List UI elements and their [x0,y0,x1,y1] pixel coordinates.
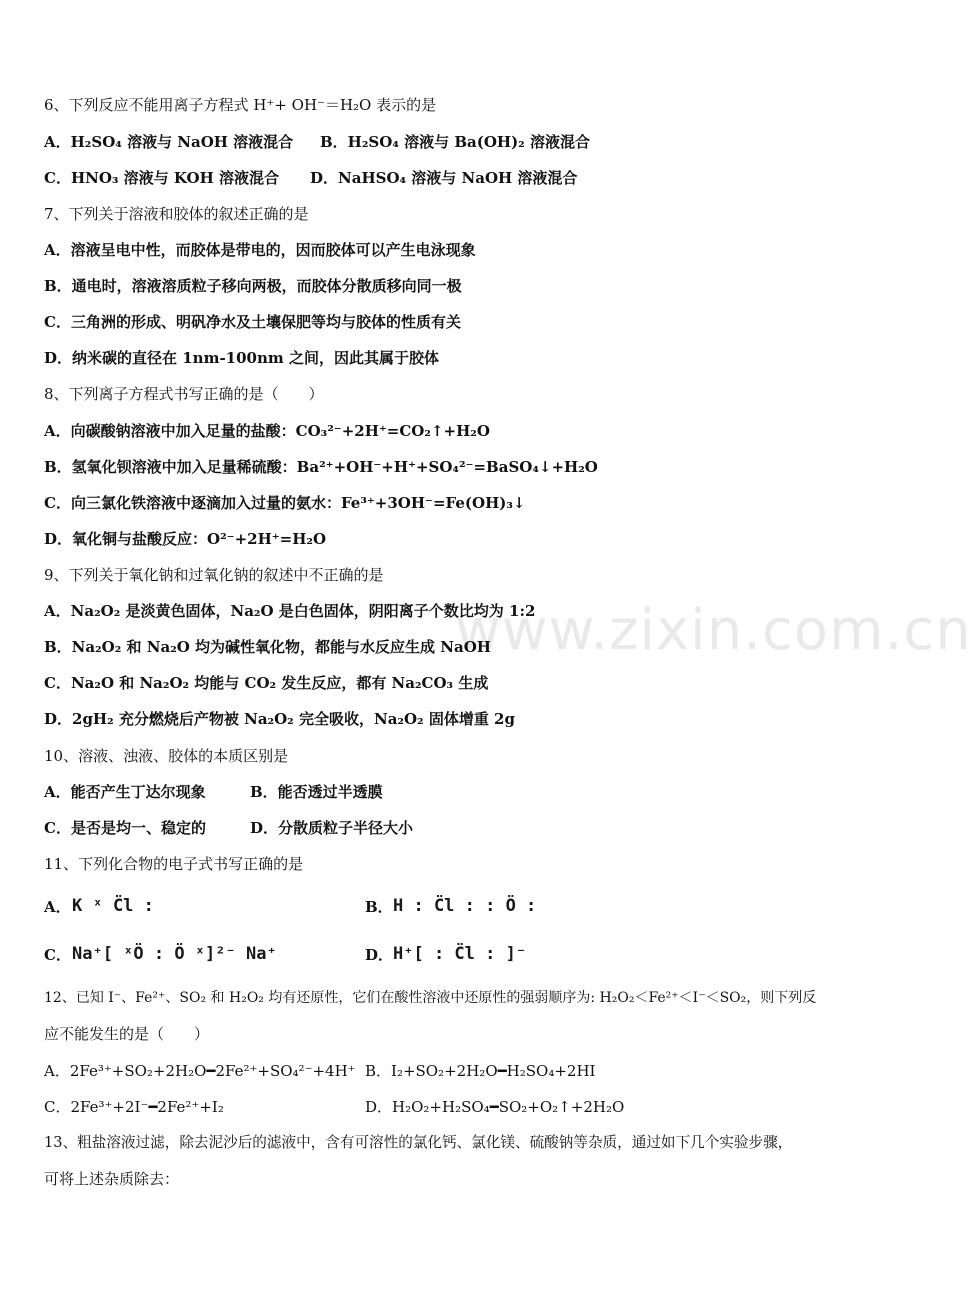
question-12-option-a: A．2Fe³⁺+SO₂+2H₂O━2Fe²⁺+SO₄²⁻+4H⁺ [44,1062,356,1080]
question-9-stem: 9、下列关于氧化钠和过氧化钠的叙述中不正确的是 [44,566,384,584]
question-7-option-d: D．纳米碳的直径在 1nm-100nm 之间，因此其属于胶体 [44,349,439,367]
question-6-stem: 6、下列反应不能用离子方程式 H⁺+ OH⁻＝H₂O 表示的是 [44,96,437,114]
question-11-option-a-formula: K ˣ C̈l : [72,896,154,916]
question-11-option-d-label: D． [365,946,394,964]
question-10-option-a: A．能否产生丁达尔现象 [44,783,206,801]
question-12-stem-line-2: 应不能发生的是（ ） [44,1025,210,1043]
question-8-stem: 8、下列离子方程式书写正确的是（ ） [44,385,324,403]
question-11-option-a-label: A． [44,898,71,916]
question-6-option-b: B．H₂SO₄ 溶液与 Ba(OH)₂ 溶液混合 [320,133,590,151]
question-13-stem-line-2: 可将上述杂质除去： [44,1170,180,1188]
question-9-option-a: A．Na₂O₂ 是淡黄色固体，Na₂O 是白色固体，阴阳离子个数比均为 1:2 [44,602,536,620]
question-11-option-b-label: B． [365,898,393,916]
question-10-option-d: D．分散质粒子半径大小 [250,819,414,837]
question-11-option-c-formula: Na⁺[ ˣÖ : Ö ˣ]²⁻ Na⁺ [72,944,277,964]
question-12-option-b: B．I₂+SO₂+2H₂O━H₂SO₄+2HI [365,1062,596,1080]
question-12-option-d: D．H₂O₂+H₂SO₄━SO₂+O₂↑+2H₂O [365,1098,625,1116]
question-11-option-c-label: C． [44,946,71,964]
question-12-stem-line-1: 12、已知 I⁻、Fe²⁺、SO₂ 和 H₂O₂ 均有还原性，它们在酸性溶液中还原性的强弱顺序为: H₂O₂＜Fe²⁺＜I⁻＜SO₂，则下列反 [44,990,817,1006]
question-8-option-c: C．向三氯化铁溶液中逐滴加入过量的氨水：Fe³⁺+3OH⁻=Fe(OH)₃↓ [44,494,526,512]
question-11-stem: 11、下列化合物的电子式书写正确的是 [44,855,304,873]
question-10-stem: 10、溶液、浊液、胶体的本质区别是 [44,747,289,765]
question-7-option-a: A．溶液呈电中性，而胶体是带电的，因而胶体可以产生电泳现象 [44,241,476,259]
watermark: www.zixin.com.cn [455,598,972,663]
question-9-option-d: D．2gH₂ 充分燃烧后产物被 Na₂O₂ 完全吸收，Na₂O₂ 固体增重 2g [44,710,515,728]
question-10-option-b: B．能否透过半透膜 [250,783,383,801]
question-11-option-b-formula: H : C̈l : : Ö : [393,896,537,916]
question-11-option-d-formula: H⁺[ : C̈l : ]⁻ [393,944,527,964]
question-13-stem-line-1: 13、粗盐溶液过滤，除去泥沙后的滤液中，含有可溶性的氯化钙、氯化镁、硫酸钠等杂质，通过如下几个实验步骤， [44,1134,793,1151]
question-8-option-b: B．氢氧化钡溶液中加入足量稀硫酸：Ba²⁺+OH⁻+H⁺+SO₄²⁻=BaSO₄↓+H₂O [44,458,598,476]
question-8-option-a: A．向碳酸钠溶液中加入足量的盐酸：CO₃²⁻+2H⁺=CO₂↑+H₂O [44,422,490,440]
question-6-option-a: A．H₂SO₄ 溶液与 NaOH 溶液混合 [44,133,294,151]
question-6-option-c: C．HNO₃ 溶液与 KOH 溶液混合 [44,169,279,187]
question-12-option-c: C．2Fe³⁺+2I⁻━2Fe²⁺+I₂ [44,1098,224,1116]
question-10-option-c: C．是否是均一、稳定的 [44,819,206,837]
question-7-option-c: C．三角洲的形成、明矾净水及土壤保肥等均与胶体的性质有关 [44,313,461,331]
question-6-option-d: D．NaHSO₄ 溶液与 NaOH 溶液混合 [310,169,578,187]
question-9-option-b: B．Na₂O₂ 和 Na₂O 均为碱性氧化物，都能与水反应生成 NaOH [44,638,491,656]
question-9-option-c: C．Na₂O 和 Na₂O₂ 均能与 CO₂ 发生反应，都有 Na₂CO₃ 生成 [44,674,489,692]
question-8-option-d: D．氧化铜与盐酸反应：O²⁻+2H⁺=H₂O [44,530,327,548]
question-7-option-b: B．通电时，溶液溶质粒子移向两极，而胶体分散质移向同一极 [44,277,462,295]
question-7-stem: 7、下列关于溶液和胶体的叙述正确的是 [44,205,309,223]
